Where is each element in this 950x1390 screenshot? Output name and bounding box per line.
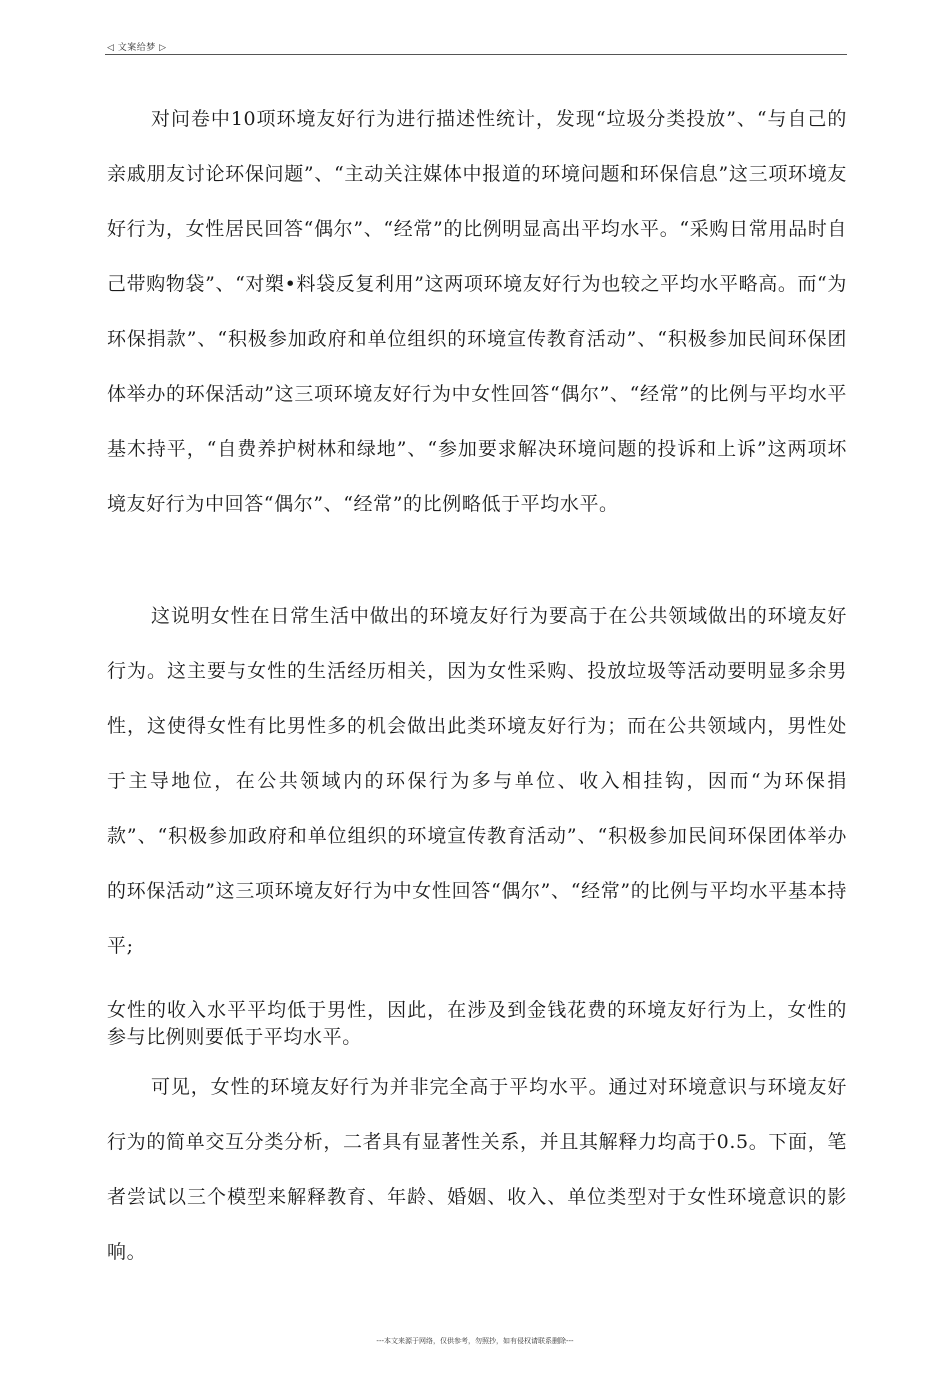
page-header: ◁ 文案给梦 ▷: [107, 43, 167, 53]
body-paragraph-2: 这说明女性在日常生活中做出的环境友好行为要高于在公共领域做出的环境友好行为。这主要与女性的生活经历相关，因为女性采购、投放垃圾等活动要明显多余男性，这使得女性有比男性多的机会做出此类环境友好行为；而在公共领域内，男性处于主导地位，在公共领域内的环保行为多与单位、收入相挂钩，因而“为环保捐款”、“积极参加政府和单位组织的环境宣传教育活动”、“积极参加民间环保团体举办的环保活动”这三项环境友好行为中女性回答“偶尔”、“经常”的比例与平均水平基本持平;: [107, 605, 847, 957]
body-paragraph-3: 女性的收入水平平均低于男性，因此，在涉及到金钱花费的环境友好行为上，女性的参与比例则要低于平均水平。: [107, 999, 847, 1048]
body-paragraph-4: 可见，女性的环境友好行为并非完全高于平均水平。通过对环境意识与环境友好行为的简单交互分类分析，二者具有显著性关系，并且其解释力均高于0.5。下面，笔者尝试以三个模型来解释教育、年龄、婚姻、收入、单位类型对于女性环境意识的影响。: [107, 1076, 847, 1263]
body-paragraph-1: 对问卷中10项环境友好行为进行描述性统计，发现“垃圾分类投放”、“与自己的亲戚朋友讨论环保问题”、“主动关注媒体中报道的环境问题和环保信息”这三项环境友好行为，女性居民回答“偶尔”、“经常”的比例明显高出平均水平。“采购日常用品时自己带购物袋”、“对槊•料袋反复利用”这两项环境友好行为也较之平均水平略高。而“为环保捐款”、“积极参加政府和单位组织的环境宣传教育活动”、“积极参加民间环保团体举办的环保活动”这三项环境友好行为中女性回答“偶尔”、“经常”的比例与平均水平基木持平，“自费养护树林和绿地”、“参加要求解决环境问题的投诉和上诉”这两项坏境友好行为中回答“偶尔”、“经常”的比例略低于平均水平。: [107, 108, 847, 515]
header-divider: [105, 54, 847, 55]
page-footer: ---本文来源于网络，仅供参考，勿照抄，如有侵权请联系删除---: [376, 1337, 574, 1345]
